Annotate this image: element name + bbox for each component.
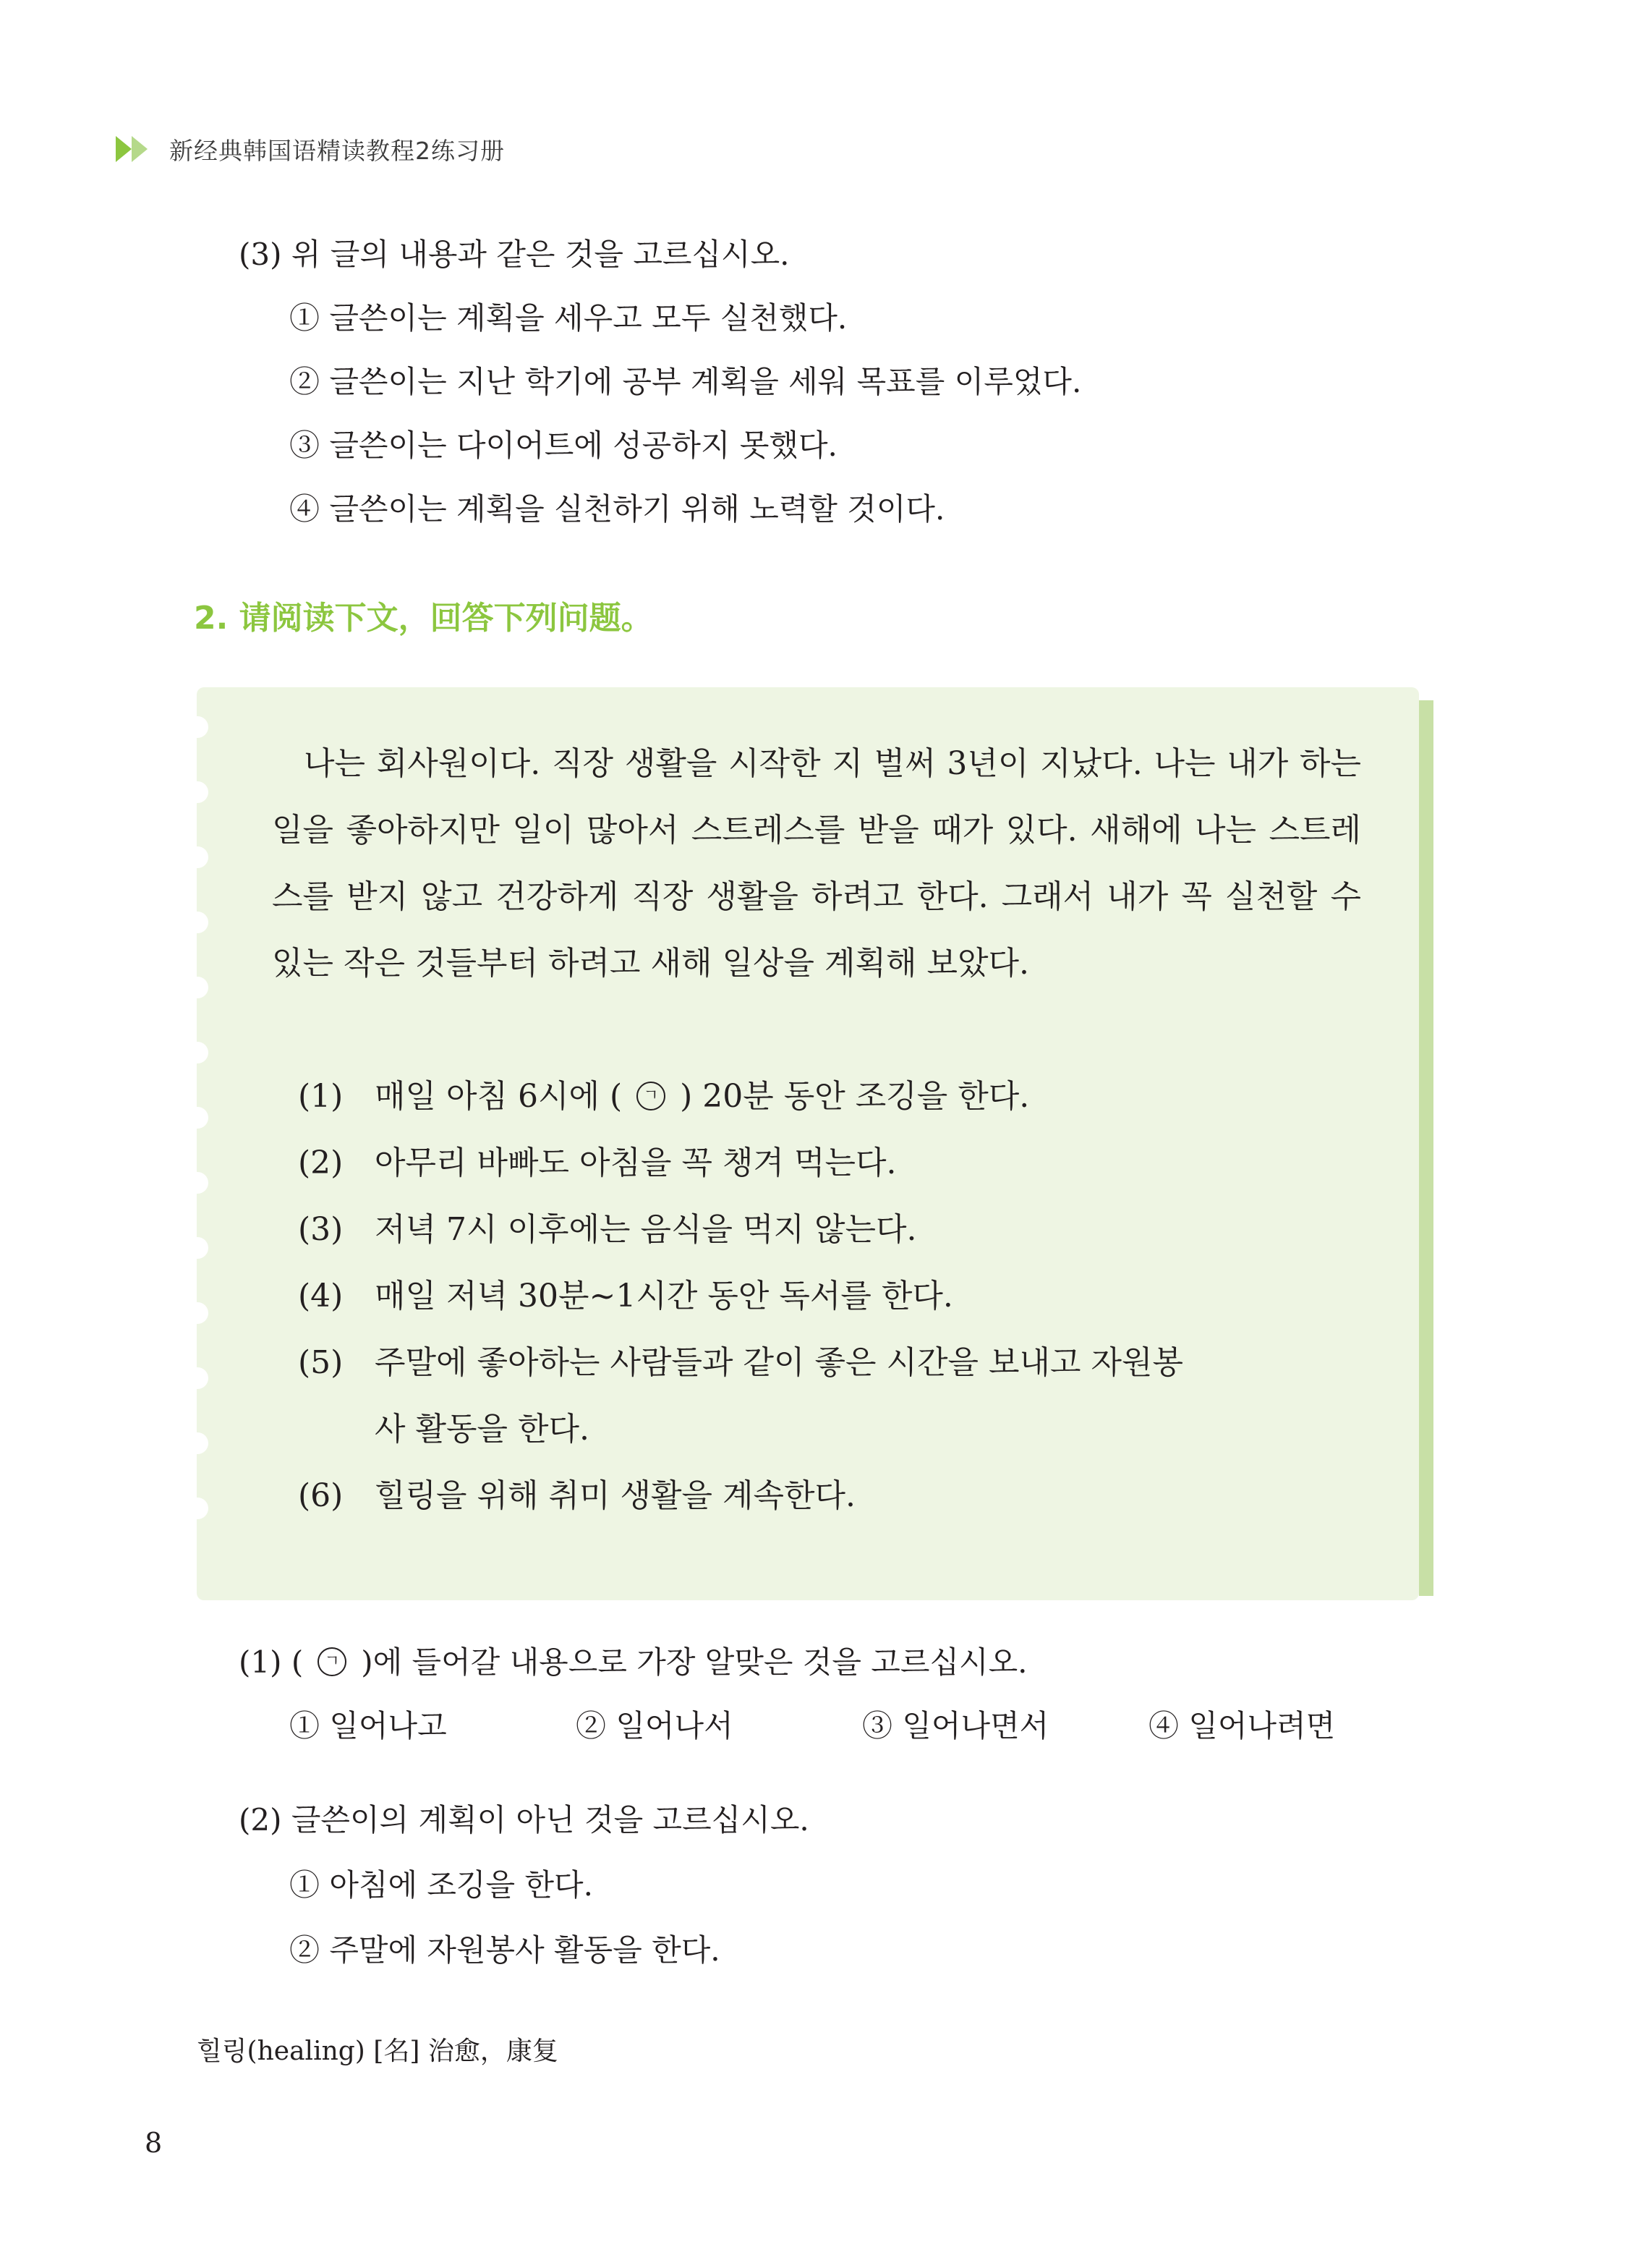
sq2-option-1: ① 아침에 조깅을 한다.: [289, 1867, 593, 1903]
plan-item-number: (2): [298, 1144, 344, 1181]
plan-item-text: 주말에 좋아하는 사람들과 같이 좋은 시간을 보내고 자원봉: [375, 1344, 1183, 1381]
blank-marker: ㄱ: [317, 1647, 346, 1676]
punch-hole: [187, 781, 208, 803]
plan-item-number: (4): [298, 1278, 344, 1314]
plan-item-1: [298, 1063, 1029, 1130]
sq1-option-1: ① 일어나고: [289, 1708, 447, 1744]
section-2-heading: 2. 请阅读下文，回答下列问题。: [194, 600, 653, 637]
q3-option-1: ① 글쓴이는 계획을 세우고 모두 실천했다.: [289, 300, 848, 336]
question-3-stem: (3) 위 글의 내용과 같은 것을 고르십시오.: [239, 237, 790, 272]
plan-item-text: 저녁 7시 이후에는 음식을 먹지 않는다.: [375, 1211, 917, 1248]
plan-item-5: [298, 1330, 1183, 1396]
plan-item-number: (6): [298, 1477, 344, 1514]
plan-item-3: [298, 1197, 916, 1263]
plan-item-text-post: ) 20분 동안 조깅을 한다.: [680, 1078, 1030, 1115]
plan-item-text-pre: 매일 아침 6시에 (: [375, 1078, 623, 1115]
sq2-option-2: ② 주말에 자원봉사 활동을 한다.: [289, 1932, 720, 1968]
plan-item-text: 힐링을 위해 취미 생활을 계속한다.: [375, 1477, 856, 1514]
q3-option-4: ④ 글쓴이는 계획을 실천하기 위해 노력할 것이다.: [289, 491, 945, 527]
q3-option-2: ② 글쓴이는 지난 학기에 공부 계획을 세워 목표를 이루었다.: [289, 364, 1082, 399]
book-title: 新经典韩国语精读教程2练习册: [169, 136, 505, 165]
page-number: 8: [145, 2127, 163, 2159]
punch-hole: [187, 716, 208, 738]
plan-item-2: [298, 1130, 896, 1197]
passage-paragraph: 나는 회사원이다. 직장 생활을 시작한 지 벌써 3년이 지났다. 나는 내가 하는 일을 좋아하지만 일이 많아서 스트레스를 받을 때가 있다. 새해에 나는 스트레스를 받지 않고 건강하게 직장 생활을 하려고 한다. 그래서 내가 꼭 실천할 수 있는 작은 것들부터 하려고 새해 일상을 계획해 보았다.: [272, 745, 1361, 982]
passage-text: [272, 731, 1361, 997]
plan-item-number: (5): [298, 1344, 344, 1381]
punch-hole: [187, 1432, 208, 1454]
sub-question-1-stem: [239, 1629, 1028, 1696]
plan-item-text: 매일 저녁 30분~1시간 동안 독서를 한다.: [375, 1278, 953, 1314]
running-header: [116, 127, 505, 171]
punch-hole: [187, 977, 208, 998]
plan-item-number: (3): [298, 1211, 344, 1248]
punch-hole: [187, 1172, 208, 1194]
stem-post: )에 들어갈 내용으로 가장 알맞은 것을 고르십시오.: [361, 1644, 1028, 1680]
plan-item-text: 아무리 바빠도 아침을 꼭 챙겨 먹는다.: [375, 1144, 897, 1181]
punch-hole: [187, 1302, 208, 1324]
stem-pre: (1) (: [239, 1644, 304, 1680]
punch-hole: [187, 1042, 208, 1063]
plan-item-5-continued: 사 활동을 한다.: [375, 1411, 589, 1448]
q3-option-3: ③ 글쓴이는 다이어트에 성공하지 못했다.: [289, 428, 838, 463]
punch-hole: [187, 1498, 208, 1519]
punch-hole: [187, 912, 208, 933]
sq1-option-4: ④ 일어나려면: [1148, 1708, 1336, 1744]
plan-item-6: [298, 1463, 856, 1529]
plan-item-4: [298, 1263, 953, 1330]
sq1-option-3: ③ 일어나면서: [862, 1708, 1049, 1744]
punch-hole: [187, 1237, 208, 1259]
blank-marker: ㄱ: [636, 1082, 665, 1110]
punch-hole: [187, 846, 208, 868]
sq1-option-2: ② 일어나서: [576, 1708, 733, 1744]
punch-hole: [187, 1367, 208, 1389]
punch-hole: [187, 1107, 208, 1129]
vocabulary-footnote: 힐링(healing) [名] 治愈，康复: [197, 2036, 558, 2066]
double-arrow-icon: [116, 135, 153, 163]
plan-item-number: (1): [298, 1078, 344, 1115]
passage-box-edge: [1419, 700, 1433, 1596]
sub-question-2-stem: (2) 글쓴이의 계획이 아닌 것을 고르십시오.: [239, 1802, 809, 1838]
